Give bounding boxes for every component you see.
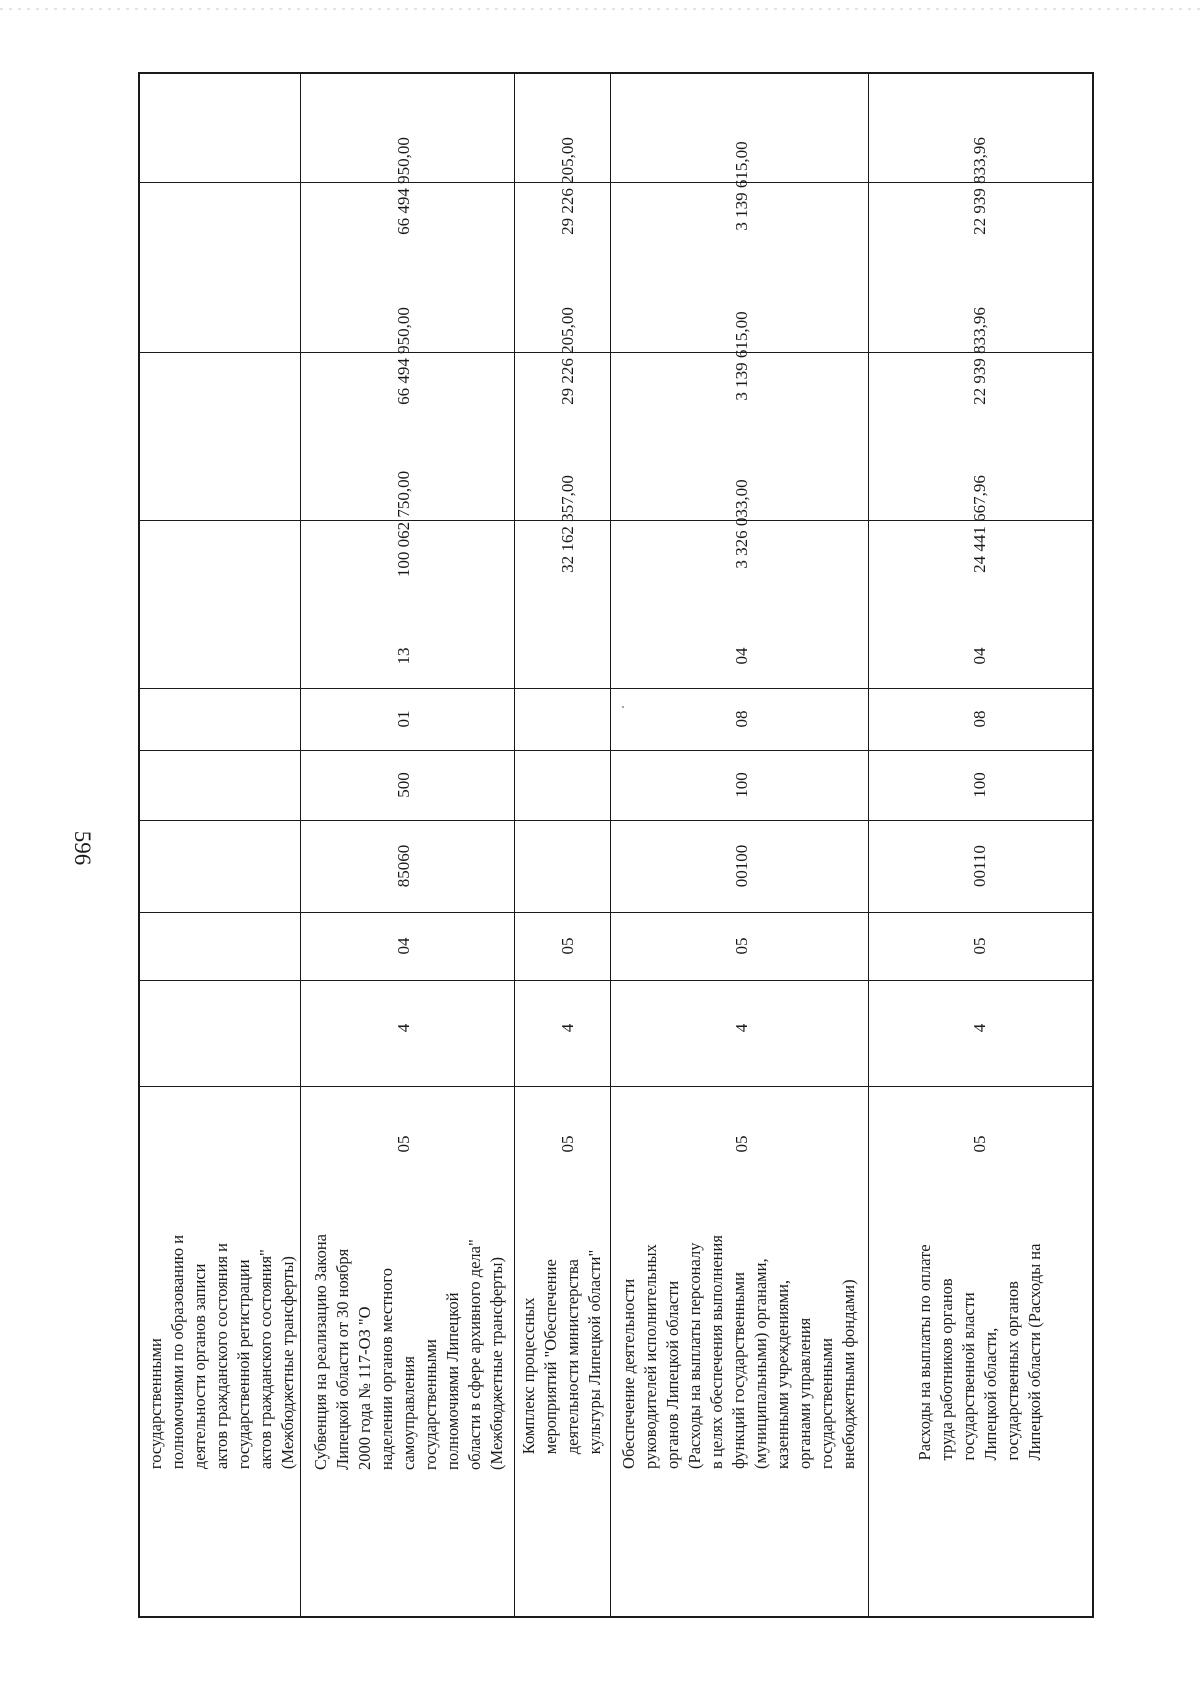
column-divider (140, 688, 1092, 689)
column-divider (140, 820, 1092, 821)
section-code: 08 (732, 710, 751, 728)
scan-edge (0, 8, 1200, 10)
page-number: 596 (70, 830, 95, 866)
row-description: Субвенция на реализацию Закона Липецкой области от 30 ноября 2000 года № 117-ОЗ "О наделении органов местного самоуправления государственными полномочиями Липецкой области в сфере архивного дела" (Межбюджетные трансферты) (311, 1234, 506, 1470)
program-code: 4 (394, 1023, 413, 1033)
row-description: государственными полномочиями по образованию и деятельности органов записи актов гражданского состояния и государственной регистрации актов гражданского состояния" (Межбюджетные трансферты) (146, 1234, 297, 1470)
direction-code: 00110 (970, 845, 989, 887)
amount-year-1: 100 062 750,00 (394, 470, 413, 578)
amount-year-2: 29 226 205,00 (558, 307, 577, 405)
ministry-code: 05 (394, 1135, 413, 1153)
section-code: 08 (970, 710, 989, 728)
row-description: Обеспечение деятельности руководителей исполнительных органов Липецкой области (Расходы на выплаты персоналу в целях обеспечения выполнения функций государственными (муниципальными) органами, казенными учреждениями, органами управления государственными внебюджетными фондами) (619, 1235, 858, 1469)
column-divider (140, 1086, 1092, 1087)
budget-table (138, 72, 1094, 1618)
direction-code: 85060 (394, 844, 413, 888)
ministry-code: 05 (558, 1135, 577, 1153)
ministry-code: 05 (732, 1135, 751, 1153)
direction-code: 00100 (732, 844, 751, 888)
program-code: 4 (970, 1023, 989, 1033)
amount-year-1: 24 441 667,96 (970, 475, 989, 573)
subsection-code: 04 (732, 647, 751, 665)
amount-year-2: 66 494 950,00 (394, 307, 413, 405)
amount-year-3: 66 494 950,00 (394, 137, 413, 235)
amount-year-3: 22 939 833,96 (970, 137, 989, 235)
scan-speck (622, 706, 624, 708)
column-divider (140, 980, 1092, 981)
row-description: Расходы на выплаты по оплате труда работников органов государственной власти Липецкой области, государственных органов Липецкой области (Расходы на (915, 1243, 1044, 1461)
column-divider (140, 912, 1092, 913)
row-description: Комплекс процессных мероприятий "Обеспечение деятельности министерства культуры Липецкой области" (519, 1249, 604, 1455)
amount-year-2: 3 139 615,00 (732, 311, 751, 401)
amount-year-3: 3 139 615,00 (732, 141, 751, 231)
amount-year-1: 32 162 357,00 (558, 475, 577, 573)
program-code: 4 (732, 1023, 751, 1033)
row-divider (300, 74, 301, 1616)
row-divider (868, 74, 869, 1616)
section-code: 01 (394, 710, 413, 728)
ministry-code: 05 (970, 1135, 989, 1153)
subprogram-code: 05 (558, 937, 577, 955)
amount-year-3: 29 226 205,00 (558, 137, 577, 235)
subsection-code: 13 (394, 647, 413, 665)
column-divider (140, 750, 1092, 751)
column-divider (140, 352, 1092, 353)
column-divider (140, 182, 1092, 183)
subprogram-code: 05 (732, 937, 751, 955)
subsection-code: 04 (970, 647, 989, 665)
subprogram-code: 04 (394, 937, 413, 955)
column-divider (140, 520, 1092, 521)
row-divider (610, 74, 611, 1616)
expense-type-code: 100 (732, 772, 751, 798)
expense-type-code: 500 (394, 772, 413, 798)
program-code: 4 (558, 1023, 577, 1033)
amount-year-2: 22 939 833,96 (970, 307, 989, 405)
row-divider (514, 74, 515, 1616)
amount-year-1: 3 326 033,00 (732, 479, 751, 569)
expense-type-code: 100 (970, 772, 989, 798)
subprogram-code: 05 (970, 937, 989, 955)
